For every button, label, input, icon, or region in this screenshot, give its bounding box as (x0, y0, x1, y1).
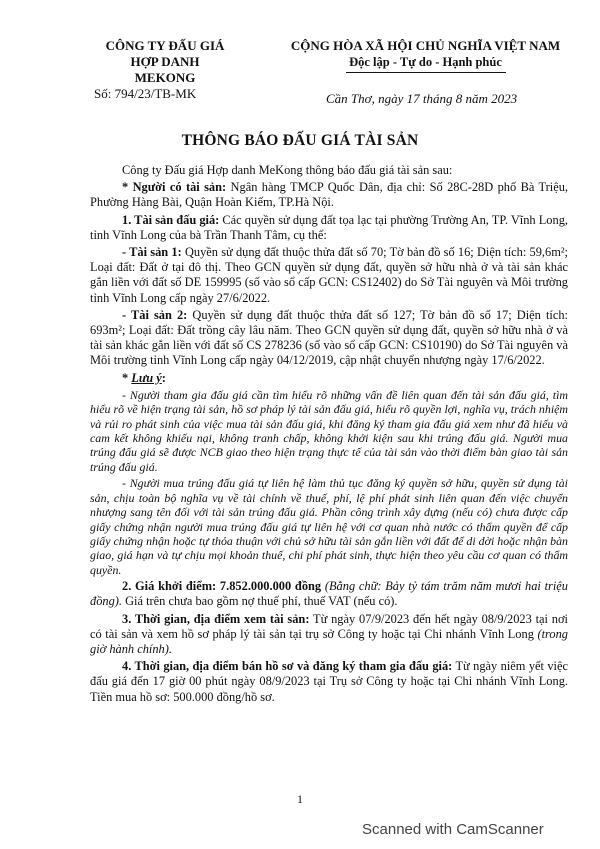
section-4-registration: 4. Thời gian, địa điểm bán hồ sơ và đăng ký tham gia đấu giá: Từ ngày niêm yết việc đấu giá đến 17 giờ 00 phút ngày 08/9/2023 tại Trụ sở Công ty hoặc tại Chi nhánh Vĩnh Long. Tiền mua hồ sơ: 500.000 đồng/hồ sơ. (90, 659, 568, 704)
asset-2-label: - Tài sản 2: (122, 307, 188, 322)
note-heading: * Lưu ý: (122, 370, 166, 385)
asset-2-paragraph: - Tài sản 2: Quyền sử dụng đất thuộc thửa đất số 127; Tờ bản đồ số 17; Diện tích: 693m²; Loại đất: Đất trồng cây lâu năm. Theo GCN quyền sử dụng đất, quyền sở hữu nhà ở và tài sản khác gắn liền với đất số CS 278236 (số vào sổ cấp GCN: CS10190) do Sở Tài nguyên và Môi trường tỉnh Vĩnh Long cấp ngày 04/12/2019, cập nhật chuyển nhượng ngày 17/6/2022. (90, 307, 568, 368)
asset-1-paragraph: - Tài sản 1: Quyền sử dụng đất thuộc thửa đất số 70; Tờ bản đồ số 16; Diện tích: 59,6m²; Loại đất: Đất ở tại đô thị. Theo GCN quyền sử dụng đất, quyền sở hữu nhà ở và tài sản khác gắn liền với đất số DE 159995 (số vào sổ cấp GCN: CS12402) do Sở Tài nguyên và Môi trường tỉnh Vĩnh Long cấp ngày 27/6/2022. (90, 245, 569, 305)
owner-label: * Người có tài sản: (122, 180, 227, 195)
motto-underline (346, 72, 506, 73)
page-number: 1 (297, 792, 303, 806)
note-item-2: - Người mua trúng đấu giá tự liên hệ làm thủ tục đăng ký quyền sở hữu, quyền sử dụng tài sản, chịu toàn bộ nghĩa vụ về tài chính về thuế, phí, lệ phí phát sinh liên quan đến việc chuyển nhượng sang tên đối với tài sản trúng đấu giá. Phần công trình xây dựng (nếu có) chưa được cấp giấy chứng nhận người mua trúng đấu giá tự liên hệ với cơ quan nhà nước có thẩm quyền để cấp giấy chứng nhận hoặc tự thỏa thuận với chủ sở hữu tài sản gắn liền với đất để di dời hoặc nhận bàn giao, giá hạn và tự chịu mọi khoản thuế, chi phí phát sinh, thực hiện theo yêu cầu cơ quan có thẩm quyền. (90, 476, 568, 577)
document-title: THÔNG BÁO ĐẤU GIÁ TÀI SẢN (181, 132, 419, 149)
asset-1-label: - Tài sản 1: (122, 245, 182, 260)
section-1-assets: 1. Tài sản đấu giá: Các quyền sử dụng đất tọa lạc tại phường Trường An, TP. Vĩnh Long, tỉnh Vĩnh Long của bà Trần Thanh Tâm, cụ thể: (90, 212, 568, 242)
national-motto: Độc lập - Tự do - Hạnh phúc (349, 55, 502, 69)
scanner-watermark: Scanned with CamScanner (362, 821, 544, 838)
section-3-viewing: 3. Thời gian, địa điểm xem tài sản: Từ ngày 07/9/2023 đến hết ngày 08/9/2023 tại nơi có tài sản và xem hồ sơ pháp lý tài sản tại trụ sở Công ty hoặc tại Chi nhánh Vĩnh Long (trong giờ hành chính). (90, 611, 568, 656)
org-name-line2: HỢP DANH MEKONG (130, 54, 200, 85)
document-body (90, 163, 568, 707)
section-2-starting-price: 2. Giá khởi điểm: 7.852.000.000 đồng (Bằng chữ: Bảy tỷ tám trăm năm mươi hai triệu đồng). Giá trên chưa bao gồm nợ thuế phí, thuế VAT (nếu có). (90, 579, 569, 609)
section-3-label: 3. Thời gian, địa điểm xem tài sản: (122, 611, 310, 626)
org-header (94, 38, 230, 102)
note-item-1: - Người tham gia đấu giá cần tìm hiểu rõ những vấn đề liên quan đến tài sản đấu giá, tìm hiểu rõ về hiện trạng tài sản, hồ sơ pháp lý tài sản đấu giá, hiểu rõ quyền lợi, nghĩa vụ, trách nhiệm và rủi ro phát sinh của việc mua tài sản đấu giá, khi đăng ký tham gia đấu giá xem như đã hiểu và cam kết không khiếu nại, không tranh chấp, không khởi kiện sau khi trúng đấu giá. Người mua trúng đấu giá sẽ được NCB giao theo hiện trạng thực tế của tài sản vào thời điểm bàn giao tài sản trúng đấu giá. (90, 387, 568, 474)
section-1-label: 1. Tài sản đấu giá: (122, 212, 220, 227)
org-name-line1: CÔNG TY ĐẤU GIÁ (105, 38, 225, 53)
section-2-label: 2. Giá khởi điểm: 7.852.000.000 đồng (122, 579, 322, 594)
document-number: Số: 794/23/TB-MK (94, 86, 197, 101)
section-4-label: 4. Thời gian, địa điểm bán hồ sơ và đăng ký tham gia đấu giá: (122, 659, 453, 674)
note-label: Lưu ý (131, 370, 162, 385)
national-header (283, 38, 568, 73)
document-date: Cần Thơ, ngày 17 tháng 8 năm 2023 (326, 91, 518, 106)
owner-paragraph: * Người có tài sản: Ngân hàng TMCP Quốc Dân, địa chỉ: Số 28C-28D phố Bà Triệu, Phường Hàng Bài, Quận Hoàn Kiếm, TP.Hà Nội. (90, 180, 568, 210)
nation-name: CỘNG HÒA XÃ HỘI CHỦ NGHĨA VIỆT NAM (290, 38, 561, 53)
intro-paragraph: Công ty Đấu giá Hợp danh MeKong thông báo đấu giá tài sản sau: (122, 163, 453, 177)
